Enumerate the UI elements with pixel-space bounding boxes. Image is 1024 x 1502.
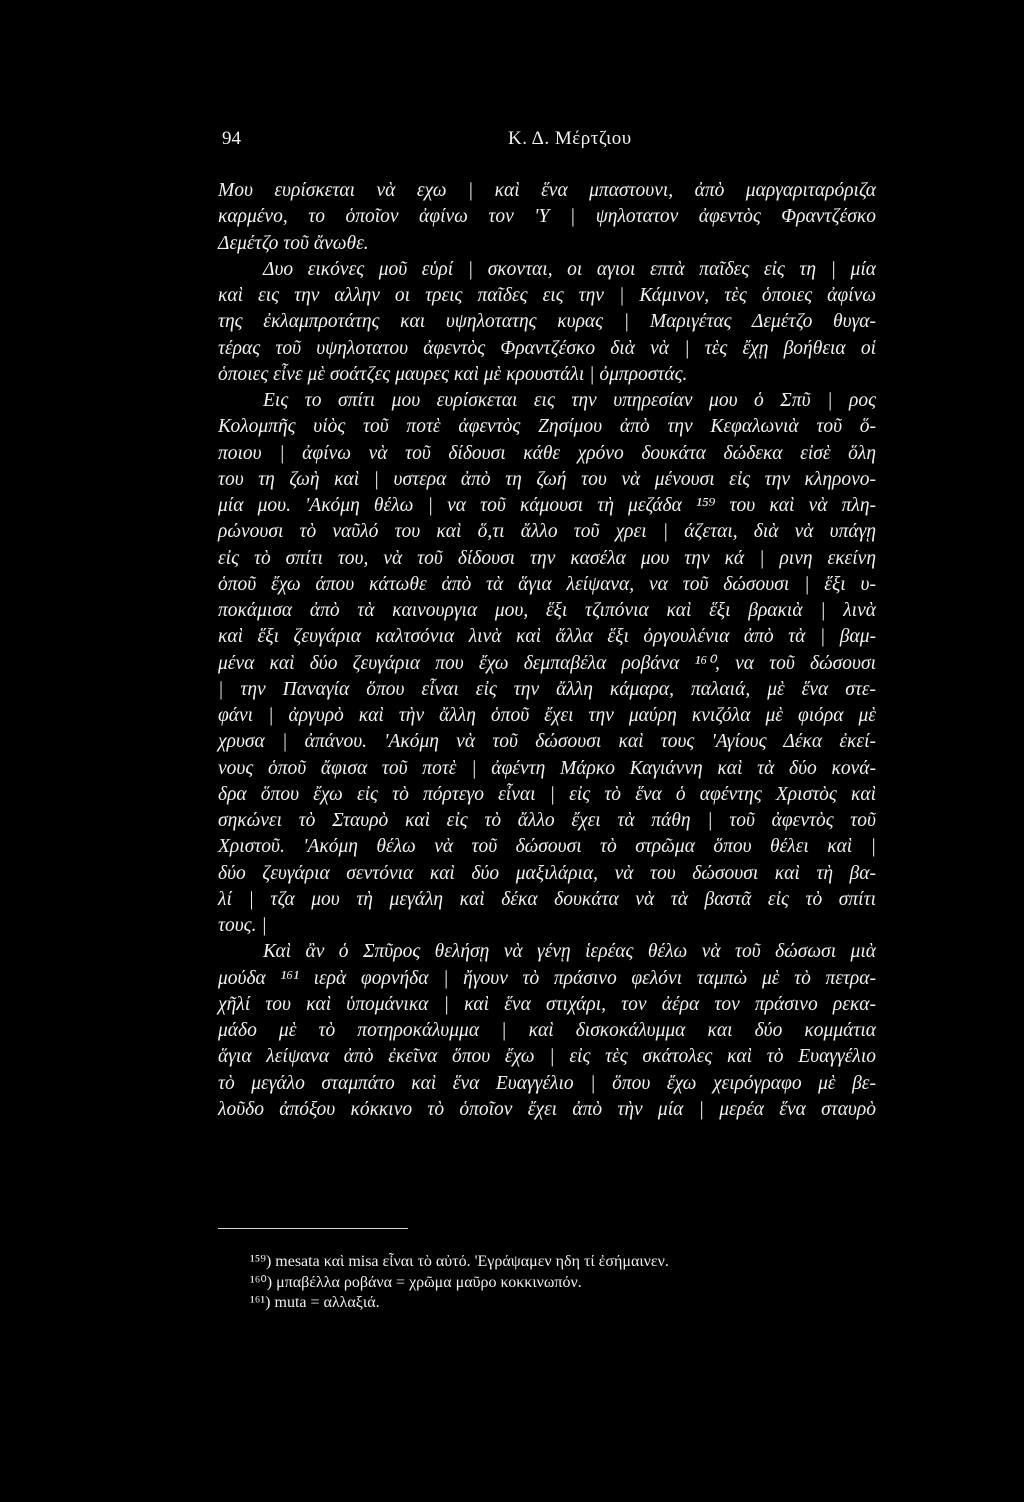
running-head: Κ. Δ. Μέρτζιου	[508, 128, 632, 149]
text-line: τέρας τοῦ υψηλοτατου ἀφεντὸς Φραντζέσκο διὰ νὰ | τὲς ἔχῃ βοήθεια οἱ	[218, 337, 876, 359]
text-line: τους. |	[218, 915, 267, 936]
text-line: δρα ὅπου ἔχω εἰς τὸ πόρτεγο εἶναι | εἰς τὸ ἕνα ὁ αφέντης Χριστὸς καὶ	[218, 783, 876, 805]
text-line: νους ὁποῦ ἄφισα τοῦ ποτὲ | ἀφέντη Μάρκο Καγιάννη καὶ τὰ δύο κονά-	[218, 757, 876, 779]
footnote-159: ¹⁵⁹) mesata καὶ misa εἶναι τὸ αὐτό. 'Εγράψαμεν ηδη τί ἐσήμαινεν.	[250, 1253, 669, 1270]
text-line: ρώνουσι τὸ ναῦλό του καὶ ὅ,τι ἄλλο τοῦ χρει | άζεται, διὰ νὰ υπάγῃ	[218, 521, 876, 543]
text-line: ποιου | ἀφίνω νὰ τοῦ δίδουσι κάθε χρόνο δουκάτα δώδεκα εἰσὲ ὅλη	[218, 442, 876, 464]
text-line: ὁποῦ ἔχω άπου κάτωθε ἀπὸ τὰ ἅγια λείψανα, να τοῦ δώσουσι | ἕξι υ-	[218, 573, 876, 595]
text-line: Κολομπῆς υἱὸς τοῦ ποτὲ ἀφεντὸς Ζησίμου ἀπὸ την Κεφαλωνιὰ τοῦ ὅ-	[218, 416, 876, 438]
text-line: ποκάμισα ἀπὸ τὰ καινουργια μου, ἕξι τζιπόνια καὶ ἕξι βρακιὰ | λινὰ	[218, 600, 876, 621]
text-line: Δεμέτζο τοῦ ἄνωθε.	[218, 232, 369, 254]
text-line: Μου ευρίσκεται νὰ εχω | καὶ ἕνα μπαστουνι, ἀπὸ μαργαριταρόριζα	[218, 180, 876, 201]
text-line: μένα καὶ δύο ζευγάρια που ἔχω δεμπαβέλα ροβάνα ¹⁶⁰, να τοῦ δώσουσι	[218, 652, 876, 674]
body-text	[218, 178, 876, 1123]
text-line: Χριστοῦ. 'Ακόμη θέλω νὰ τοῦ δώσουσι τὸ στρῶμα ὅπου θέλει καὶ |	[218, 836, 876, 858]
text-line: εἰς τὸ σπίτι του, νὰ τοῦ δίδουσι την κασέλα μου την κά | ρινη εκείνη	[218, 547, 876, 569]
text-line: λί | τζα μου τὴ μεγάλη καὶ δέκα δουκάτα νὰ τὰ βαστᾶ εἰς τὸ σπίτι	[218, 888, 876, 910]
text-line: δύο ζευγάρια σεντόνια καὶ δύο μαξιλάρια, νὰ του δώσουσι καὶ τὴ βα-	[218, 862, 876, 884]
text-line: λοῦδο ἀπόξου κόκκινο τὸ ὁποῖον ἔχει ἀπὸ τὴν μία | μερέα ἕνα σταυρὸ	[218, 1098, 876, 1120]
text-line: μάδο μὲ τὸ ποτηροκάλυμμα | καὶ δισκοκάλυμμα και δύο κομμάτια	[218, 1020, 876, 1041]
text-line: ἅγια λείψανα ἀπὸ ἐκεῖνα ὅπου ἔχω | εἰς τὲς σκάτολες καὶ τὸ Ευαγγέλιο	[218, 1046, 876, 1068]
text-line: τὸ μεγάλο σταμπάτο καὶ ἕνα Ευαγγέλιο | ὅπου ἔχω χειρόγραφο μὲ βε-	[218, 1072, 876, 1094]
text-line: | την Παναγία ὅπου εἶναι εἰς την ἄλλη κάμαρα, παλαιά, μὲ ἕνα στε-	[218, 678, 876, 700]
text-line: καρμένο, το ὁποῖον ἀφίνω τον 'Υ | ψηλοτατον ἀφεντὸς Φραντζέσκο	[218, 206, 876, 228]
text-line: μούδα ¹⁶¹ ιερὰ φορνήδα | ἤγουν τὸ πράσινο φελόνι ταμπὼ μὲ τὸ πετρα-	[218, 967, 876, 989]
text-line: φάνι | ἀργυρὸ καὶ τὴν ἄλλη ὁποῦ ἔχει την μαύρη κνιζόλα μὲ φιόρα μὲ	[218, 705, 876, 726]
text-line: του τη ζωὴ καὶ | υστερα ἀπὸ τη ζωή του νὰ μένουσι εἰς την κληρονο-	[218, 468, 876, 490]
footnotes	[250, 1252, 870, 1314]
text-line: καὶ ἕξι ζευγάρια καλτσόνια λινὰ καὶ ἄλλα ἕξι ὀργουλένια ἀπὸ τὰ | βαμ-	[218, 626, 876, 648]
text-line: της ἐκλαμπροτάτης και υψηλοτατης κυρας | Μαριγέτας Δεμέτζο θυγα-	[218, 311, 876, 333]
footnote-161: ¹⁶¹) muta = αλλαξιά.	[250, 1294, 380, 1311]
text-line: σηκώνει τὸ Σταυρὸ καὶ εἰς τὸ ἄλλο ἔχει τὰ πάθη | τοῦ ἀφεντὸς τοῦ	[218, 810, 876, 831]
text-line: Εις το σπίτι μου ευρίσκεται εις την υπηρεσίαν μου ὁ Σπῦ | ρος	[263, 390, 876, 411]
page-header	[218, 128, 878, 158]
text-line: Δυο εικόνες μοῦ εὑρί | σκονται, οι αγιοι επτὰ παῖδες εἰς τη | μία	[263, 258, 876, 280]
text-line: μία μου. 'Ακόμη θέλω | να τοῦ κάμουσι τὴ μεζάδα ¹⁵⁹ του καὶ νὰ πλη-	[218, 495, 876, 516]
text-line: Καὶ ἂν ὁ Σπῦρος θελήσῃ νὰ γένῃ ἱερέας θέλω νὰ τοῦ δώσωσι μιὰ	[263, 941, 876, 963]
footnote-divider	[218, 1228, 408, 1229]
text-line: χῆλί του καὶ ὑπομάνικα | καὶ ἕνα στιχάρι, τον ἀέρα τον πράσινο ρεκα-	[218, 993, 876, 1015]
footnote-160: ¹⁶⁰) μπαβέλλα ροβάνα = χρῶμα μαῦρο κοκκινωπόν.	[250, 1273, 582, 1291]
text-line: καὶ εις την αλλην οι τρεις παῖδες εις την | Κάμινον, τὲς ὁποιες ἀφίνω	[218, 285, 876, 306]
text-line: χρυσα | ἀπάνου. 'Ακόμη νὰ τοῦ δώσουσι καὶ τους 'Αγίους Δέκα ἐκεί-	[218, 731, 876, 753]
page-number: 94	[222, 128, 241, 149]
text-line: ὁποιες εἶνε μὲ σοάτζες μαυρες καὶ μὲ κρουστάλι | ὀμπροστάς.	[218, 363, 688, 385]
